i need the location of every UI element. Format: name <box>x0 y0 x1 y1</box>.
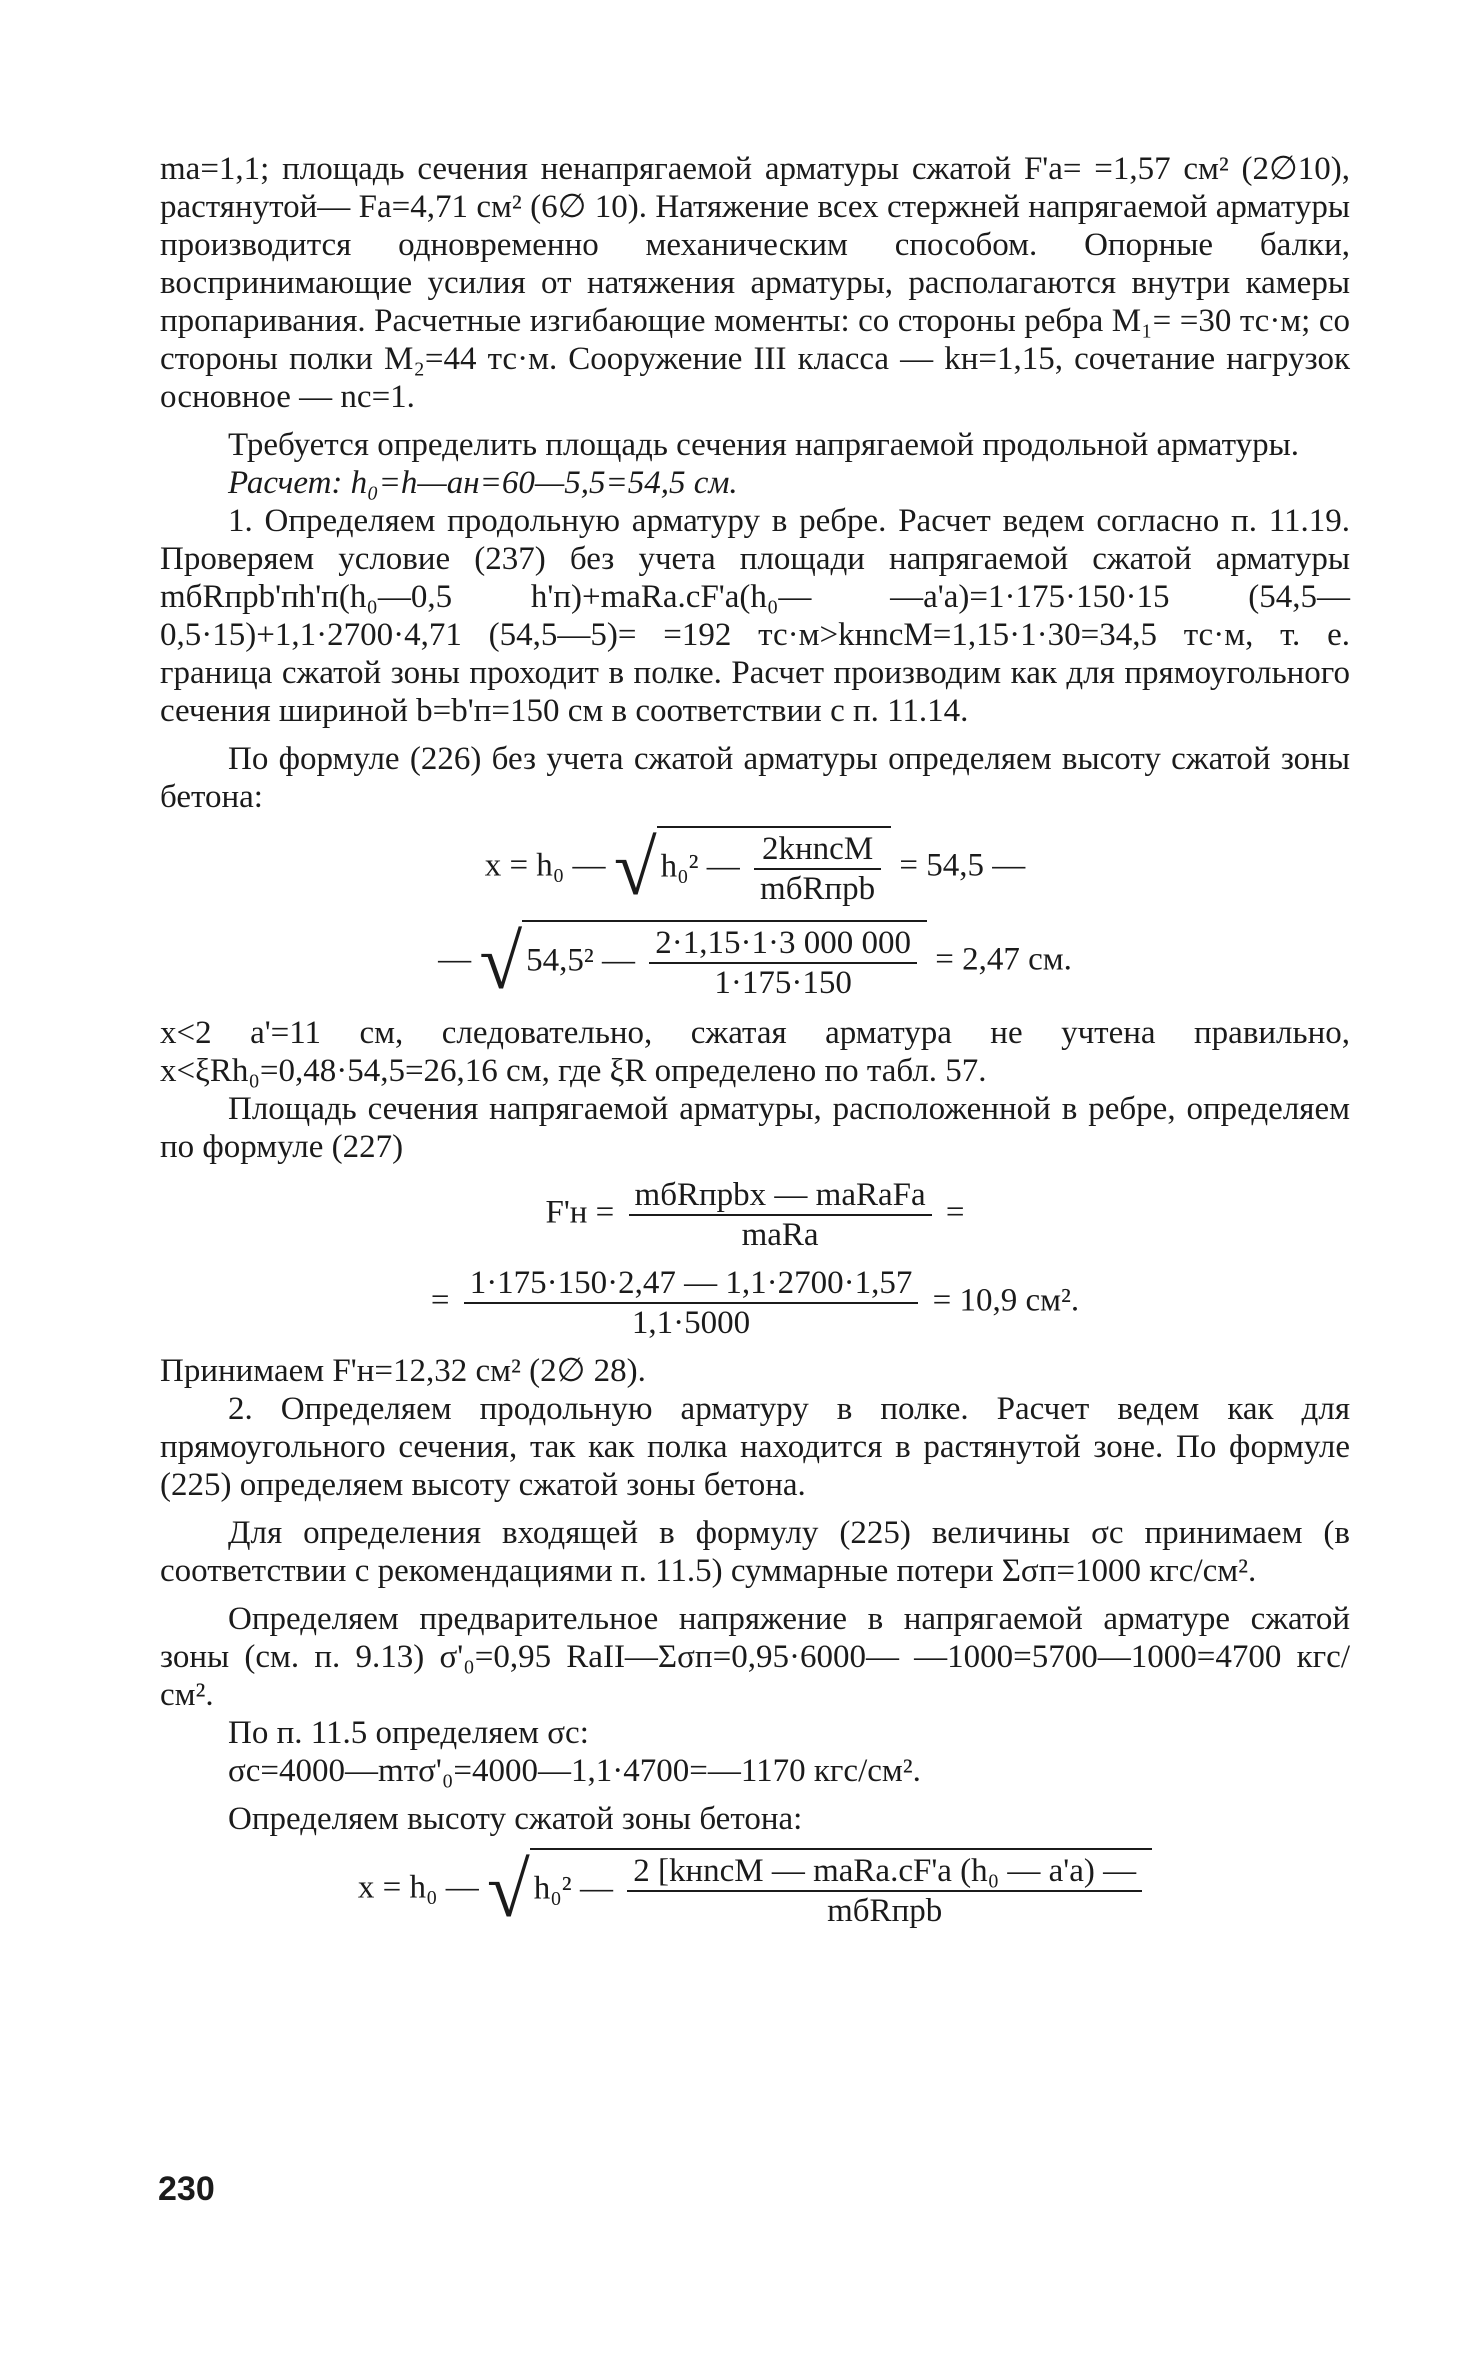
formula-text: x = h₀ — <box>484 847 606 884</box>
numerator: 2·1,15·1·3 000 000 <box>649 924 917 964</box>
radical: √ h₀² — $\frac{\text{2kнnсM}}{\text{mбRпрb}}$ <box>614 826 891 910</box>
radical: √ h₀² — $\frac{\text{2 [kнnсM — mаRа.сF'а (h₀ — a'а) —}}{\text{mбRпрb}}$ <box>487 1848 1152 1932</box>
paragraph: Расчет: h₀=h—aн=60—5,5=54,5 см. <box>228 465 738 501</box>
formula-text: h₀² — <box>533 1870 613 1907</box>
paragraph: mа=1,1; площадь сечения ненапрягаемой арматуры сжатой F'а= =1,57 см² (2∅10), растянутой— Fа=4,71 см² (6∅ 10). Натяжение всех стержней напрягаемой арматуры производится одновременно механическим способом. Опорные балки, воспринимающие усилия от натяжения арматуры, располагаются внутри камеры пропаривания. Расчетные изгибающие моменты: со стороны ребра M₁= =30 тс·м; со стороны полки M₂=44 тс·м. Сооружение III класса — kн=1,15, сочетание нагрузок основное — nс=1. <box>160 151 1350 415</box>
paragraph: Принимаем F'н=12,32 см² (2∅ 28). <box>160 1353 646 1389</box>
paragraph: 2. Определяем продольную арматуру в полке. Расчет ведем как для прямоугольного сечения, так как полка находится в растянутой зоне. По формуле (225) определяем высоту сжатой зоны бетона. <box>160 1391 1350 1503</box>
fraction <box>627 1852 1142 1930</box>
fraction <box>629 1176 932 1254</box>
formula-3 <box>160 1176 1350 1254</box>
numerator: 2 [kнnсM — mаRа.сF'а (h₀ — a'а) — <box>627 1852 1142 1892</box>
paragraph: Для определения входящей в формулу (225) величины σс принимаем (в соответствии с рекомендациями п. 11.5) суммарные потери Σσп=1000 кгс/см². <box>160 1515 1350 1589</box>
denominator: mбRпрb <box>760 871 876 907</box>
formula-text: = 54,5 — <box>899 847 1026 884</box>
formula-4 <box>160 1264 1350 1342</box>
formula-1 <box>160 826 1350 910</box>
fraction <box>754 830 881 908</box>
denominator: mбRпрb <box>827 1893 943 1929</box>
formula-5 <box>160 1848 1350 1932</box>
denominator: mаRа <box>741 1217 819 1253</box>
paragraph: По п. 11.5 определяем σс: <box>228 1715 589 1751</box>
fraction <box>464 1264 919 1342</box>
paragraph: Определяем предварительное напряжение в напрягаемой арматуре сжатой зоны (см. п. 9.13) σ'₀=0,95 RаII—Σσп=0,95·6000— —1000=5700—1000=4700 кгс/см². <box>160 1601 1350 1713</box>
denominator: 1·175·150 <box>714 965 852 1001</box>
formula-text: — <box>438 941 472 978</box>
formula-text: F'н = <box>545 1194 615 1231</box>
paragraph: По формуле (226) без учета сжатой арматуры определяем высоту сжатой зоны бетона: <box>160 741 1350 815</box>
formula-text: = <box>945 1194 965 1231</box>
denominator: 1,1·5000 <box>631 1305 751 1341</box>
fraction <box>649 924 917 1002</box>
formula-text: = <box>430 1282 450 1319</box>
formula-text: 54,5² — <box>526 942 636 979</box>
paragraph: 1. Определяем продольную арматуру в ребре. Расчет ведем согласно п. 11.19. Проверяем условие (237) без учета площади напрягаемой сжатой арматуры mбRпрb'пh'п(h₀—0,5 h'п)+mаRа.сF'а(h₀— —a'а)=1·175·150·15 (54,5—0,5·15)+1,1·2700·4,71 (54,5—5)= =192 тс·м>kнnсM=1,15·1·30=34,5 тс·м, т. е. граница сжатой зоны проходит в полке. Расчет производим как для прямоугольного сечения шириной b=b'п=150 см в соответствии с п. 11.14. <box>160 503 1350 729</box>
formula-2 <box>160 920 1350 1004</box>
page-body <box>160 150 1350 1942</box>
numerator: 1·175·150·2,47 — 1,1·2700·1,57 <box>464 1264 919 1304</box>
formula-text: = 2,47 см. <box>935 941 1072 978</box>
formula-text: = 10,9 см². <box>932 1282 1080 1319</box>
numerator: mбRпрbx — mаRаFа <box>629 1176 932 1216</box>
page-number: 230 <box>158 2170 215 2208</box>
numerator: 2kнnсM <box>754 830 881 870</box>
paragraph: Площадь сечения напрягаемой арматуры, расположенной в ребре, определяем по формуле (227) <box>160 1091 1350 1165</box>
radical: √ 54,5² — $\frac{2\cdot 1,15\cdot 1\cdot 3 000 000}{1\cdot 175\cdot 150}$ <box>479 920 927 1004</box>
formula-text: h₀² — <box>660 848 740 885</box>
formula-text: x = h₀ — <box>357 1869 479 1906</box>
paragraph: Определяем высоту сжатой зоны бетона: <box>228 1801 803 1837</box>
paragraph: σс=4000—mтσ'₀=4000—1,1·4700=—1170 кгс/см². <box>228 1753 921 1789</box>
paragraph: x<2 a'=11 см, следовательно, сжатая арматура не учтена правильно, x<ξRh₀=0,48·54,5=26,16 см, где ξR определено по табл. 57. <box>160 1015 1350 1089</box>
paragraph: Требуется определить площадь сечения напрягаемой продольной арматуры. <box>228 427 1299 463</box>
